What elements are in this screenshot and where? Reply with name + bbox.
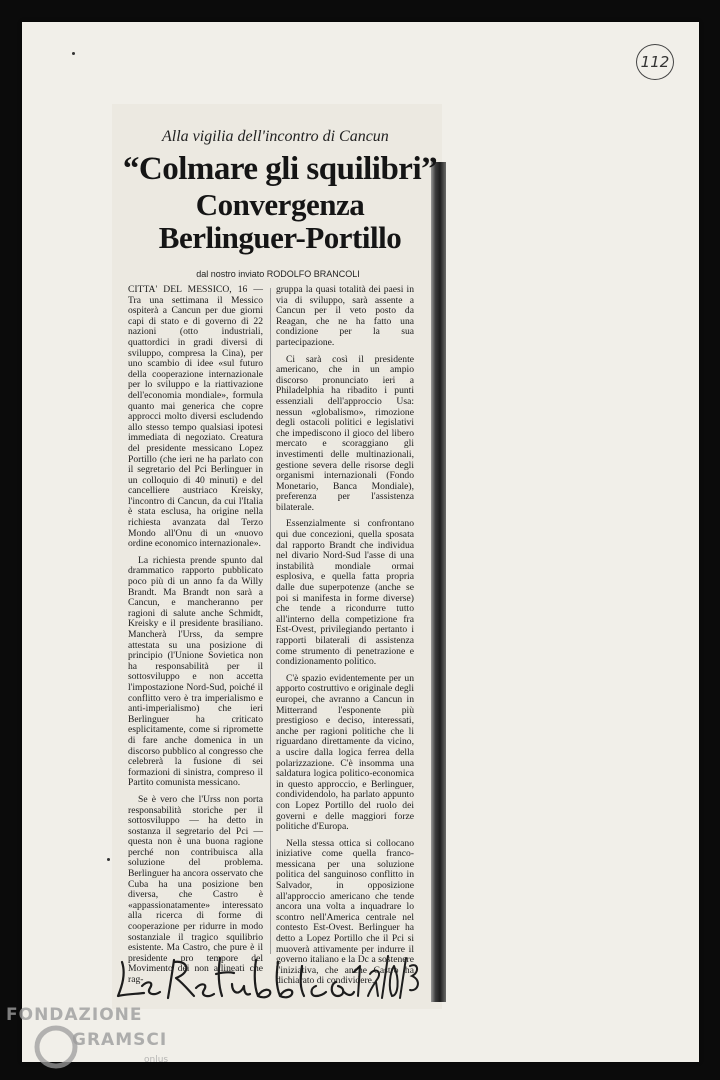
paper-speck (72, 52, 75, 55)
article-headline (110, 152, 450, 255)
article-byline: dal nostro inviato RODOLFO BRANCOLI (196, 269, 360, 279)
svg-text:FONDAZIONE: FONDAZIONE (6, 1005, 143, 1025)
column-divider (270, 288, 271, 954)
paragraph: CITTA' DEL MESSICO, 16 — Tra una settimana il Messico ospiterà a Cancun per due giorni capi di stato e di governo di 22 nazioni (otto industriali, quattordici in gradi diversi di sviluppo, compresa la Cina), per uno scambio di idee «sul futuro della cooperazione internazionale per lo sviluppo e la riattivazione dell'economia mondiale», formula quanto mai generica che copre approcci molto diversi escludendo allo stesso tempo qualsiasi ipotesi immediata di negoziato. Creatura del presidente messicano Lopez Portillo (che ieri ne ha parlato con il segretario del Pci Berlinguer in un colloquio di 40 minuti) e del cancelliere austriaco Kreisky, l'incontro di Cancun, da cui l'Italia è stata esclusa, ha origine nella richiesta avanzata dal Terzo Mondo all'Onu di un «nuovo ordine economico internazionale». (128, 284, 263, 550)
scan-shadow-strip (431, 162, 446, 1002)
paragraph: Nella stessa ottica si collocano iniziative come quella franco-messicana per una soluzione politica del sanguinoso conflitto in Salvador, in opposizione all'approccio americano che tende ancora una volta a inquadrare lo scontro nell'America centrale nel contesto Est-Ovest. Berlinguer ha detto a Lopez Portillo che il Pci si muoverà attivamente per indurre il governo italiano e la Dc a sostenere l'iniziativa, che anche Castro ha dichiarato di condividere. (276, 837, 414, 987)
svg-text:GRAMSCI: GRAMSCI (72, 1030, 168, 1050)
article-kicker: Alla vigilia dell'incontro di Cancun (162, 128, 389, 145)
headline-line-2: Convergenza (195, 186, 365, 222)
headline-line-3: Berlinguer-Portillo (158, 220, 402, 256)
paragraph: Ci sarà così il presidente americano, che in un ampio discorso pronunciato ieri a Philadelphia ha ribadito i punti essenziali dell'approccio Usa: nessun «globalismo», rimozione degli ostacoli politici e legislativi che impediscono il gioco del libero mercato e scoraggiano gli investimenti delle multinazionali, gestione severa delle risorse degli organismi internazionali (Fondo Monetario, Banca Mondiale), preferenza per l'assistenza bilaterale. (276, 353, 414, 513)
svg-text:onlus: onlus (144, 1055, 169, 1065)
page-number-circle (636, 44, 674, 80)
fondazione-gramsci-watermark (4, 1000, 194, 1076)
paper-speck (107, 858, 110, 861)
article-column-right (276, 285, 414, 993)
paragraph: gruppa la quasi totalità dei paesi in via di sviluppo, sarà assente a Cancun per il veto posto da Reagan, che ne ha fatto una condizione per la sua partecipazione. (276, 284, 414, 348)
paragraph: La richiesta prende spunto dal drammatico rapporto pubblicato poco più di un anno fa da Willy Brandt. Ma Brandt non sarà a Cancun, e mancheranno per ragioni di salute anche Schmidt, Kreisky e il presidente brasiliano. Mancherà l'Urss, da sempre attestata su una posizione di principio (l'Unione Sovietica non ha responsabilità per il sottosviluppo e non accetta l'impostazione Nord-Sud, poiché il conflitto vero è tra imperialismo e anti-imperialismo) che ieri Berlinguer ha criticato esplicitamente, come si ripromette di fare anche domenica in un discorso pubblico al congresso che celebrerà la fusione di sei formazioni di sinistra, compreso il Partito comunista messicano. (128, 554, 263, 789)
paragraph: Se è vero che l'Urss non porta responsabilità storiche per il sottosviluppo — ha detto in sostanza il segretario del Pci — questa non è una buona ragione perché non contribuisca alla soluzione del problema. Berlinguer ha ancora osservato che Cuba ha una posizione ben diversa, che Castro è «appassionatamente» interessato alla ricerca di forme di cooperazione per ridurre in modo sostanziale il tragico squilibrio esistente. Ma Castro, che pure è il presidente pro tempore del Movimento dei non allineati che rag- (128, 793, 263, 985)
article-column-left (128, 285, 263, 992)
page-number: 112 (640, 53, 670, 71)
handwritten-source-note (112, 952, 422, 1004)
paragraph: Essenzialmente si confrontano qui due concezioni, quella sposata dal rapporto Brandt che individua nel divario Nord-Sud l'asse di una instabilità mondiale ormai esplosiva, e quella fatta propria dalle due superpotenze (anche se poi si manifesta in forme diverse) che tende a ricondurre tutto all'interno della competizione fra Est-Ovest, privilegiando pertanto i rapporti bilaterali di assistenza come strumento di penetrazione e condizionamento politico. (276, 518, 414, 668)
paragraph: C'è spazio evidentemente per un apporto costruttivo e originale degli europei, che avranno a Cancun in Mitterrand l'esponente più prestigioso e deciso, interessati, anche per ragioni politiche che li riguardano direttamente da vicino, a uscire dalla logica ferrea della polarizzazione. C'è insomma una saldatura logica politico-economica in questo approccio, e Berlinguer, condividendolo, ha parlato appunto con Lopez Portillo del ruolo dei governi e delle maggiori forze politiche d'Europa. (276, 672, 414, 833)
headline-line-1: “Colmare gli squilibri” (122, 151, 438, 187)
